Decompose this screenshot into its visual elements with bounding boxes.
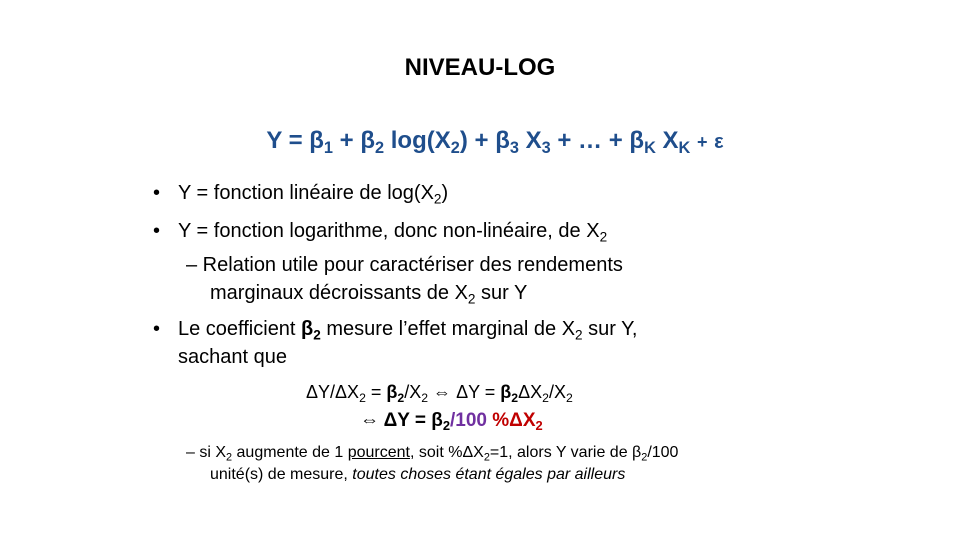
bullet-marker: •	[153, 318, 161, 340]
model-equation: $Y = \beta_1 + \beta_2$ $\log(X_2) + \beta_3$ $X_3$ + … + $\beta_K$ $X_K + \varepsilon$	[266, 127, 724, 158]
bullet-3-line-2: sachant que	[178, 346, 287, 368]
note-line-1: – si $X_2$ augmente de 1 pourcent, soit $\%\Delta X_2=1$, alors Y varie de $\beta_2/100$	[186, 444, 679, 464]
note-line-2: unité(s) de mesure, toutes choses étant égales par ailleurs	[210, 466, 626, 483]
equation-line-2: ⇔ $\Delta Y = \beta_2/100$ $\%\Delta X_2$	[360, 410, 543, 434]
sub-bullet-line-1: – Relation utile pour caractériser des rendements	[186, 254, 623, 276]
bullet-marker: •	[153, 220, 161, 242]
slide-title: NIVEAU-LOG	[404, 54, 556, 81]
bullet-marker: •	[153, 182, 161, 204]
equation-line-1: $\Delta Y/\Delta X_2 = \beta_2/X_2$ ⇔ $\Delta Y = \beta_2\Delta X_2/X_2$	[306, 382, 573, 405]
bullet-2: Y = fonction logarithme, donc non-linéaire, de $X_2$	[178, 220, 608, 245]
sub-bullet-line-2: marginaux décroissants de $X_2$ sur Y	[210, 282, 528, 307]
bullet-3: Le coefficient $\beta_2$ mesure l’effet marginal de $X_2$ sur Y,	[178, 318, 638, 343]
bullet-1: Y = fonction linéaire de $\log(X_2)$	[178, 182, 449, 207]
